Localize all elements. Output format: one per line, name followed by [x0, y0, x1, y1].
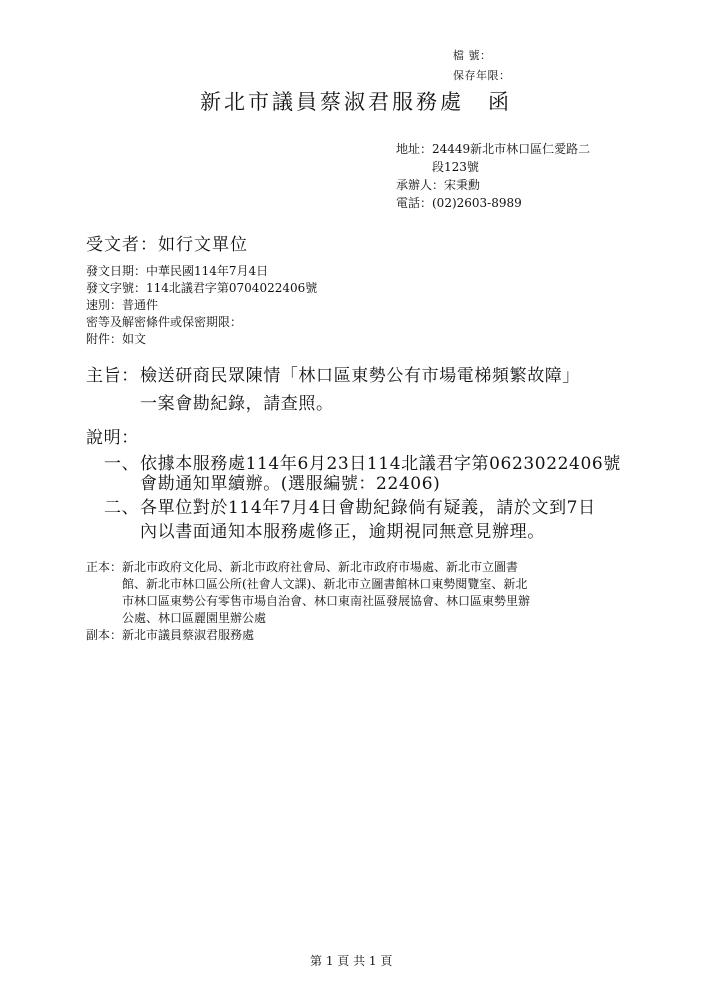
explanation-item-2-line-1: 各單位對於114年7月4日會勘紀錄倘有疑義，請於文到7日 — [140, 498, 596, 518]
delivery-speed: 速別：普通件 — [86, 298, 159, 312]
address-line-2: 段123號 — [432, 160, 479, 174]
explanation-item-2-number: 二、 — [104, 498, 140, 518]
original-recipients-label: 正本： — [86, 560, 123, 574]
explanation-item-1-number: 一、 — [104, 454, 140, 474]
subject-line-2: 一案會勘紀錄，請查照。 — [140, 394, 334, 414]
original-recipients-line: 市林口區東勢公有零售市場自治會、林口東南社區發展協會、林口區東勢里辦 — [122, 594, 531, 608]
handler: 承辦人：宋秉勳 — [396, 178, 481, 192]
file-number-label: 檔 號： — [453, 49, 492, 62]
explanation-item-1-line-1: 依據本服務處114年6月23日114北議君字第0623022406號 — [140, 454, 621, 474]
secrecy-level: 密等及解密條件或保密期限： — [86, 315, 243, 329]
recipient: 受文者：如行文單位 — [86, 235, 248, 255]
original-recipients-line: 新北市政府文化局、新北市政府社會局、新北市政府市場處、新北市立圖書 — [122, 560, 519, 574]
original-recipients-line: 公處、林口區麗園里辦公處 — [122, 611, 267, 625]
phone: 電話：(02)2603-8989 — [396, 196, 522, 210]
page-number: 第 1 頁 共 1 頁 — [310, 954, 393, 968]
copy-recipients-label: 副本： — [86, 628, 123, 642]
explanation-item-1-line-2: 會勘通知單續辦。(選服編號：22406) — [140, 474, 441, 494]
issue-date: 發文日期：中華民國114年7月4日 — [86, 264, 269, 278]
address-line-1: 地址：24449新北市林口區仁愛路二 — [396, 142, 591, 156]
subject-label: 主旨： — [86, 366, 139, 386]
document-number: 發文字號：114北議君字第0704022406號 — [86, 281, 318, 295]
explanation-item-2-line-2: 內以書面通知本服務處修正，逾期視同無意見辦理。 — [140, 522, 545, 542]
original-recipients — [122, 559, 622, 627]
document-title: 新北市議員蔡淑君服務處 函 — [200, 90, 512, 114]
attachment: 附件：如文 — [86, 332, 147, 346]
explanation-label: 說明： — [86, 428, 139, 448]
retention-period-label: 保存年限： — [453, 69, 511, 82]
subject-line-1: 檢送研商民眾陳情「林口區東勢公有市場電梯頻繁故障」 — [140, 366, 580, 386]
copy-recipients: 新北市議員蔡淑君服務處 — [122, 628, 255, 642]
original-recipients-line: 館、新北市林口區公所(社會人文課)、新北市立圖書館林口東勢閱覽室、新北 — [122, 577, 528, 591]
